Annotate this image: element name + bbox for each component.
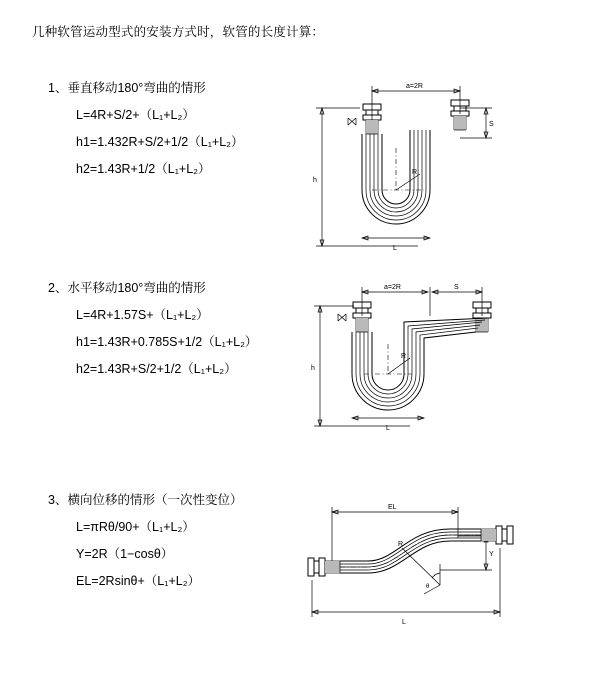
svg-text:θ: θ	[426, 584, 430, 590]
section-1-heading: 1、垂直移动180°弯曲的情形	[48, 81, 206, 95]
svg-text:h: h	[313, 177, 317, 184]
page-title: 几种软管运动型式的安装方式时，软管的长度计算：	[32, 25, 325, 39]
svg-text:R: R	[412, 169, 418, 176]
svg-text:S: S	[489, 121, 494, 128]
svg-text:L: L	[386, 425, 390, 432]
section-3-formula-3: EL=2Rsinθ+（L₁+L₂）	[76, 574, 201, 588]
vertical-180-bend-diagram	[300, 78, 530, 263]
svg-text:a=2R: a=2R	[384, 284, 401, 291]
svg-text:h: h	[311, 365, 315, 372]
svg-text:L: L	[393, 245, 397, 252]
svg-text:R: R	[401, 353, 407, 360]
svg-text:S: S	[454, 284, 459, 291]
section-1-formula-3: h2=1.43R+1/2（L₁+L₂）	[76, 162, 211, 176]
section-3-heading: 3、横向位移的情形（一次性变位）	[48, 493, 243, 507]
svg-text:L: L	[402, 619, 406, 626]
svg-text:EL: EL	[388, 504, 397, 511]
section-1-formula-1: L=4R+S/2+（L₁+L₂）	[76, 108, 195, 122]
section-3-formula-1: L=πRθ/90+（L₁+L₂）	[76, 520, 195, 534]
svg-text:R: R	[398, 541, 404, 548]
section-1-text	[48, 78, 308, 186]
section-3-formula-2: Y=2R（1−cosθ）	[76, 547, 174, 561]
section-1-formula-2: h1=1.432R+S/2+1/2（L₁+L₂）	[76, 135, 244, 149]
section-2-heading: 2、水平移动180°弯曲的情形	[48, 281, 206, 295]
svg-text:Y: Y	[489, 551, 494, 558]
section-2-text	[48, 278, 308, 386]
section-2-formula-3: h2=1.43R+S/2+1/2（L₁+L₂）	[76, 362, 237, 376]
lateral-offset-diagram	[290, 490, 530, 635]
section-2-formula-1: L=4R+1.57S+（L₁+L₂）	[76, 308, 209, 322]
dim-label-a2r: a=2R	[406, 83, 423, 90]
horizontal-180-bend-diagram	[300, 278, 530, 443]
section-2-formula-2: h1=1.43R+0.785S+1/2（L₁+L₂）	[76, 335, 258, 349]
section-3-text	[48, 490, 308, 598]
